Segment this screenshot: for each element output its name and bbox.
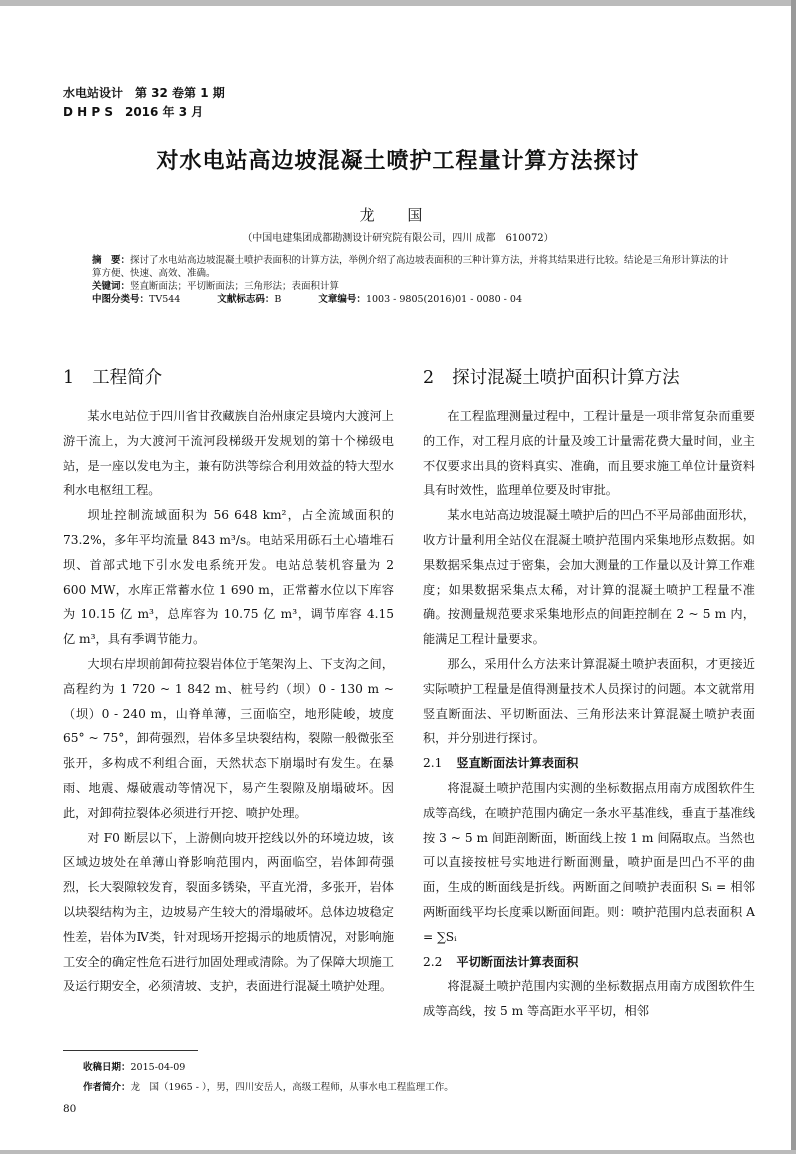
doc-code-label: 文献标志码： [217,294,275,305]
received-date [83,1058,454,1078]
column-left [63,364,394,999]
section-2-paragraph: 那么，采用什么方法来计算混凝土喷护表面积，才更接近实际喷护工程量是值得测量技术人员探讨的问题。本文就常用竖直断面法、平切断面法、三角形法来计算混凝土喷护表面积，并分别进行探讨。 [423,656,755,746]
subsection-2-1-heading [423,751,755,776]
section-1-heading [63,364,394,392]
author-bio [83,1078,454,1098]
subsection-2-1-number: 2.1 [423,756,443,771]
article-no-value: 1003 - 9805(2016)01 - 0080 - 04 [365,294,522,305]
scan-border-top [0,0,796,6]
section-2-paragraph: 在工程监理测量过程中，工程计量是一项非常复杂而重要的工作，对工程月底的计量及竣工计量需花费大量时间，业主不仅要求出具的资料真实、准确，而且要求施工单位计量资料具有时效性，监理单位要及时审批。 [423,409,755,498]
abstract [92,254,732,280]
bio-label: 作者简介： [83,1082,131,1093]
footnote-rule [63,1050,198,1051]
footnote [83,1058,454,1098]
section-1-paragraph: 大坝右岸坝前卸荷拉裂岩体位于笔架沟上、下支沟之间，高程约为 1 720 ~ 1 842 m、桩号约（坝）0 - 130 m ~（坝）0 - 240 m，山脊单薄，三面临空，地形陡峻，坡度 65° ~ 75°，卸荷强烈，岩体多呈块裂结构，裂隙一般微张至张开，多构成不利组合面，天然状态下崩塌时有发生。在暴雨、地震、爆破震动等情况下，易产生裂隙及崩塌破坏。因此，对卸荷拉裂体必须进行开挖、喷护处理。 [63,656,394,820]
subsection-2-2-text: 将混凝土喷护范围内实测的坐标数据点用南方成图软件生成等高线，按 5 m 等高距水平平切，相邻 [423,979,755,1019]
subsection-2-1-text: 将混凝土喷护范围内实测的坐标数据点用南方成图软件生成等高线，在喷护范围内确定一条水平基准线，垂直于基准线按 3 ~ 5 m 间距剖断面，断面线上按 1 m 间隔取点。当然也可以直接按桩号实地进行断面测量，喷护面是凹凸不平的曲面，生成的断面线是折线。两断面之间喷护表面积 Sᵢ = 相邻两断面线平均长度乘以断面间距。则：喷护范围内总表面积 A = ∑Sᵢ [423,780,755,944]
section-2-paragraph: 某水电站高边坡混凝土喷护后的凹凸不平局部曲面形状，收方计量利用全站仪在混凝土喷护范围内采集地形点数据。如果数据采集点过于密集，会加大测量的工作量以及计算工作难度；如果数据采集点太稀，对计算的混凝土喷护工程量不准确。按测量规范要求采集地形点的间距控制在 2 ~ 5 m 内，能满足工程计量要求。 [423,508,755,647]
journal-header [63,84,225,122]
doc-code-value: B [274,294,282,305]
section-2-heading [423,364,755,392]
article-meta [92,254,732,306]
section-2-number: 2 [423,368,435,388]
clc-label: 中图分类号： [92,294,150,305]
keywords [92,280,732,293]
keywords-text: 竖直断面法；平切断面法；三角形法；表面积计算 [130,281,340,292]
received-label: 收稿日期： [83,1062,131,1073]
article-no-label: 文章编号： [318,294,366,305]
section-2-title: 探讨混凝土喷护面积计算方法 [452,368,680,388]
column-right [423,364,755,1024]
journal-date: D H P S 2016 年 3 月 [63,105,204,119]
subsection-2-2-number: 2.2 [423,954,443,969]
page-number: 80 [63,1103,77,1115]
author-affiliation: （中国电建集团成都勘测设计研究院有限公司，四川 成都 610072） [242,233,554,244]
author-name: 龙 国 [359,206,437,224]
article-title: 对水电站高边坡混凝土喷护工程量计算方法探讨 [156,149,640,174]
section-1-paragraph: 某水电站位于四川省甘孜藏族自治州康定县境内大渡河上游干流上，为大渡河干流河段梯级开发规划的第十个梯级电站，是一座以发电为主，兼有防洪等综合利用效益的特大型水利水电枢纽工程。 [63,409,394,498]
subsection-2-2-title: 平切断面法计算表面积 [456,954,579,969]
section-1-number: 1 [63,368,75,388]
keywords-label: 关键词： [92,281,131,292]
received-value: 2015-04-09 [130,1062,186,1073]
section-1-title: 工程简介 [92,368,163,388]
abstract-label: 摘 要： [92,255,131,266]
journal-issue: 水电站设计 第 32 卷第 1 期 [63,86,225,100]
section-1-paragraph: 对 F0 断层以下，上游侧向坡开挖线以外的环境边坡，该区域边坡处在单薄山脊影响范围内，两面临空，岩体卸荷强烈，长大裂隙较发育，裂面多锈染，平直光滑，多张开，岩体以块裂结构为主，边坡易产生较大的滑塌破坏。总体边坡稳定性差，岩体为Ⅳ类，针对现场开挖揭示的地质情况，对影响施工安全的确定性危石进行加固处理或清除。为了保障大坝施工及运行期安全，必须清坡、支护，表面进行混凝土喷护处理。 [63,830,394,994]
scan-border-bottom [0,1150,796,1154]
subsection-2-2-heading [423,950,755,975]
section-1-paragraph: 坝址控制流域面积为 56 648 km²，占全流域面积的 73.2%，多年平均流量 843 m³/s。电站采用砾石土心墙堆石坝、首部式地下引水发电系统开发。电站总装机容量为 2 600 MW，水库正常蓄水位 1 690 m，正常蓄水位以下库容为 10.15 亿 m³，总库容为 10.75 亿 m³，调节库容 4.15 亿 m³，具有季调节能力。 [63,508,394,647]
bio-value: 龙 国（1965 - ），男，四川安岳人，高级工程师，从事水电工程监理工作。 [130,1082,454,1093]
subsection-2-1-title: 竖直断面法计算表面积 [456,756,579,771]
abstract-text: 探讨了水电站高边坡混凝土喷护表面积的计算方法，举例介绍了高边坡表面积的三种计算方法，并将其结果进行比较。结论是三角形计算法的计算方便、快速、高效、准确。 [92,255,729,279]
classification-row [92,293,732,306]
clc-value: TV544 [149,294,181,305]
